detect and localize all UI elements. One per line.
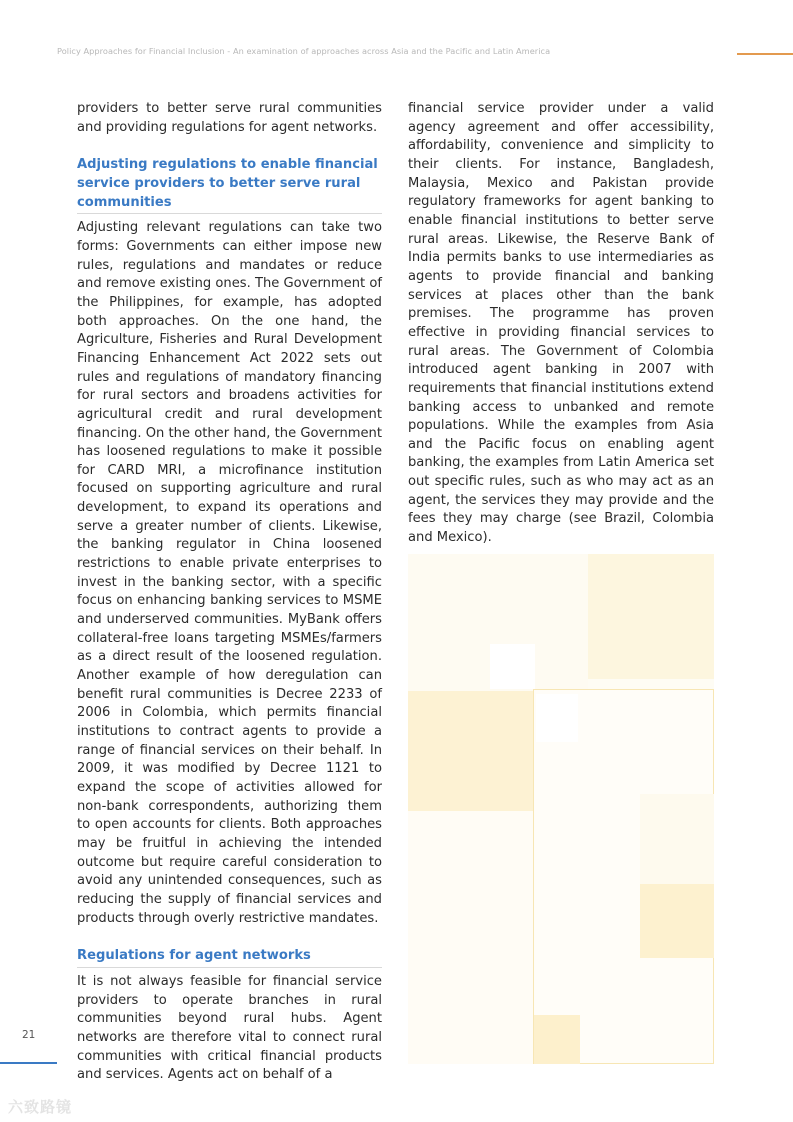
decor-block (490, 644, 535, 689)
page-number: 21 (22, 1029, 36, 1041)
decorative-block-figure (408, 554, 714, 1064)
section-body-adjusting-regulations: Adjusting relevant regulations can take two forms: Governments can either impose new rules, regulations and mandates or reduce and remove existing ones. The Government of the Philippines, for example, has adopted both approaches. On the one hand, the Agriculture, Fisheries and Rural Development Financing Enhancement Act 2022 sets out rules and regulations of mandatory financing for rural sectors and broadens activities for agricultural credit and rural development financing. On the other hand, the Government has loosened regulations to make it possible for CARD MRI, a microfinance institution focused on supporting agriculture and rural development, to expand its operations and serve a greater number of clients. Likewise, the banking regulator in China loosened restrictions to enable private enterprises to invest in the banking sector, with a specific focus on enhancing banking services to MSME and underserved communities. MyBank offers collateral-free loans targeting MSMEs/farmers as a direct result of the loosened regulation. Another example of how deregulation can benefit rural communities is Decree 2233 of 2006 in Colombia, which permits financial institutions to contract agents to provide a range of financial services on their behalf. In 2009, it was modified by Decree 1121 to expand the scope of activities allowed for non-bank correspondents, authorizing them to open accounts for clients. Both approaches may be fruitful in achieving the intended outcome but require careful consideration to avoid any unintended consequences, such as reducing the supply of financial services and products through overly restrictive mandates. (77, 220, 382, 926)
section-body-agent-networks: It is not always feasible for financial service providers to operate branches in rural communities beyond rural hubs. Agent networks are therefore vital to connect rural communities with critical financial products and services. Agents act on behalf of a (77, 973, 382, 1083)
decor-block (408, 691, 533, 811)
left-column (77, 100, 382, 1085)
right-column (408, 100, 714, 548)
decor-block (588, 554, 714, 679)
intro-paragraph: providers to better serve rural communities and providing regulations for agent networks. (77, 101, 382, 135)
decor-block (408, 811, 533, 1064)
running-header: Policy Approaches for Financial Inclusion - An examination of approaches across Asia and the Pacific and Latin America (57, 46, 551, 56)
section-heading-agent-networks: Regulations for agent networks (77, 947, 382, 968)
header-accent-rule (737, 53, 793, 55)
section-heading-adjusting-regulations: Adjusting regulations to enable financial service providers to better serve rural communities (77, 156, 382, 214)
decor-block (640, 794, 714, 884)
decor-block (534, 1015, 580, 1064)
continuation-paragraph: financial service provider under a valid agency agreement and offer accessibility, affordability, convenience and simplicity to their clients. For instance, Bangladesh, Malaysia, Mexico and Pakistan provide regulatory frameworks for agent banking to enable financial institutions to better serve rural areas. Likewise, the Reserve Bank of India permits banks to use intermediaries as agents to provide financial and banking services at places other than the bank premises. The programme has proven effective in providing financial services to rural areas. The Government of Colombia introduced agent banking in 2007 with requirements that financial institutions extend banking access to unbanked and remote populations. While the examples from Asia and the Pacific focus on enabling agent banking, the examples from Latin America set out specific rules, such as who may act as an agent, the services they may provide and the fees they may charge (see Brazil, Colombia and Mexico). (408, 101, 714, 546)
footer-accent-rule (0, 1062, 57, 1064)
decor-block (536, 694, 578, 742)
decor-block (640, 884, 714, 958)
watermark: 六致路镜 (8, 1098, 73, 1116)
